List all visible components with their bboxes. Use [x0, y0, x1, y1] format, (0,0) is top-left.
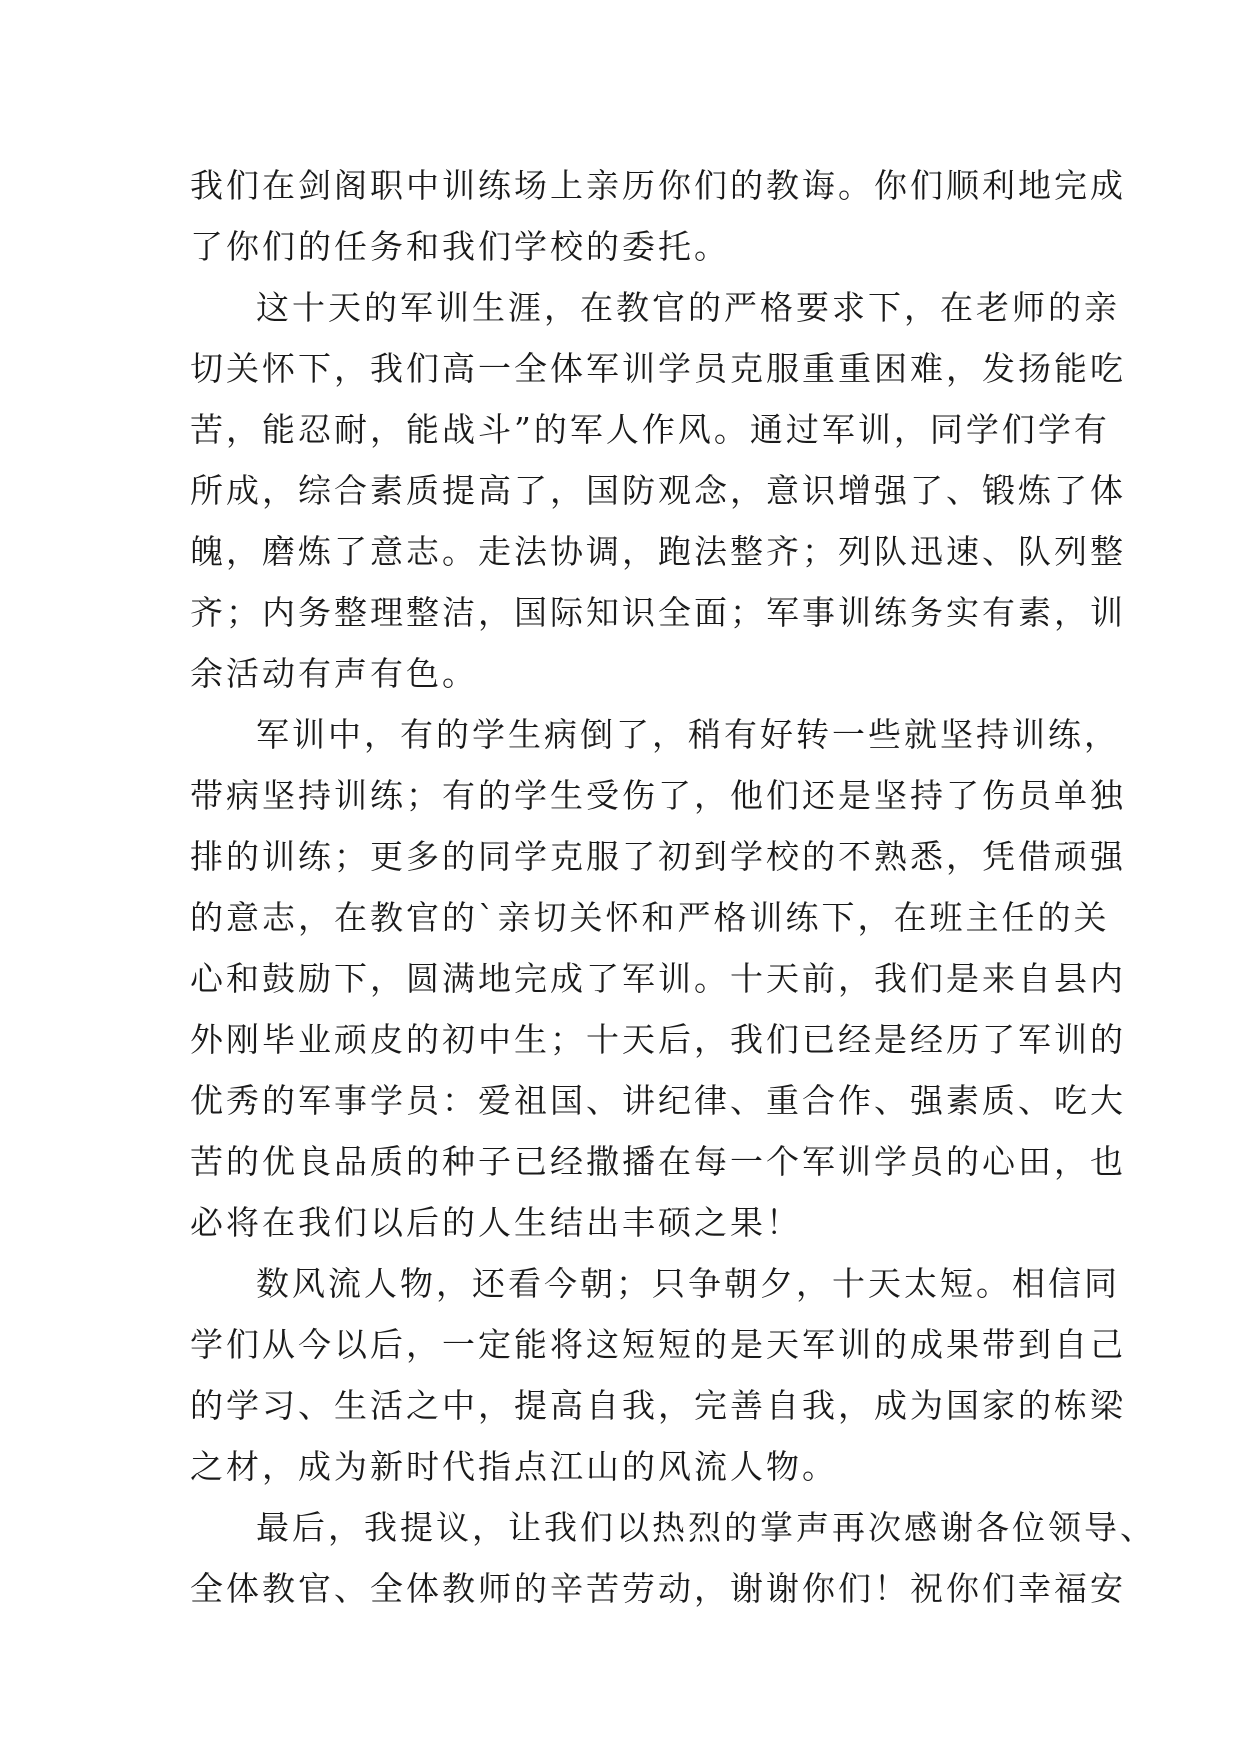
text-line: 外刚毕业顽皮的初中生；十天后，我们已经是经历了军训的 [190, 1020, 1126, 1059]
text-line: 全体教官、全体教师的辛苦劳动，谢谢你们！祝你们幸福安 [190, 1569, 1126, 1608]
text-line: 这十天的军训生涯，在教官的严格要求下，在老师的亲 [256, 288, 1120, 327]
paragraph-2 [190, 277, 1126, 704]
text-line: 数风流人物，还看今朝；只争朝夕，十天太短。相信同 [256, 1264, 1120, 1303]
text-line: 的学习、生活之中，提高自我，完善自我，成为国家的栋梁 [190, 1386, 1126, 1425]
paragraph-5 [190, 1497, 1156, 1619]
paragraph-4 [190, 1253, 1126, 1497]
text-line: 最后，我提议，让我们以热烈的掌声再次感谢各位领导、 [256, 1508, 1156, 1547]
text-line: 苦，能忍耐，能战斗”的军人作风。通过军训，同学们学有 [190, 410, 1110, 449]
text-line: 军训中，有的学生病倒了，稍有好转一些就坚持训练， [256, 715, 1120, 754]
text-line: 心和鼓励下，圆满地完成了军训。十天前，我们是来自县内 [190, 959, 1126, 998]
text-line: 学们从今以后，一定能将这短短的是天军训的成果带到自己 [190, 1325, 1126, 1364]
text-line: 魄，磨炼了意志。走法协调，跑法整齐；列队迅速、队列整 [190, 532, 1126, 571]
text-line: 我们在剑阁职中训练场上亲历你们的教诲。你们顺利地完成 [190, 166, 1126, 205]
text-line: 优秀的军事学员：爱祖国、讲纪律、重合作、强素质、吃大 [190, 1081, 1126, 1120]
text-line: 排的训练；更多的同学克服了初到学校的不熟悉，凭借顽强 [190, 837, 1126, 876]
text-line: 所成，综合素质提高了，国防观念，意识增强了、锻炼了体 [190, 471, 1126, 510]
text-line: 余活动有声有色。 [190, 654, 478, 693]
document-body [190, 155, 1156, 1619]
text-line: 必将在我们以后的人生结出丰硕之果！ [190, 1203, 802, 1242]
paragraph-1 [190, 155, 1126, 277]
text-line: 了你们的任务和我们学校的委托。 [190, 227, 730, 266]
text-line: 切关怀下，我们高一全体军训学员克服重重困难，发扬能吃 [190, 349, 1126, 388]
paragraph-3 [190, 704, 1126, 1253]
text-line: 之材，成为新时代指点江山的风流人物。 [190, 1447, 838, 1486]
text-line: 的意志，在教官的`亲切关怀和严格训练下，在班主任的关 [190, 898, 1110, 937]
text-line: 带病坚持训练；有的学生受伤了，他们还是坚持了伤员单独 [190, 776, 1126, 815]
text-line: 苦的优良品质的种子已经撒播在每一个军训学员的心田，也 [190, 1142, 1126, 1181]
text-line: 齐；内务整理整洁，国际知识全面；军事训练务实有素，训 [190, 593, 1126, 632]
